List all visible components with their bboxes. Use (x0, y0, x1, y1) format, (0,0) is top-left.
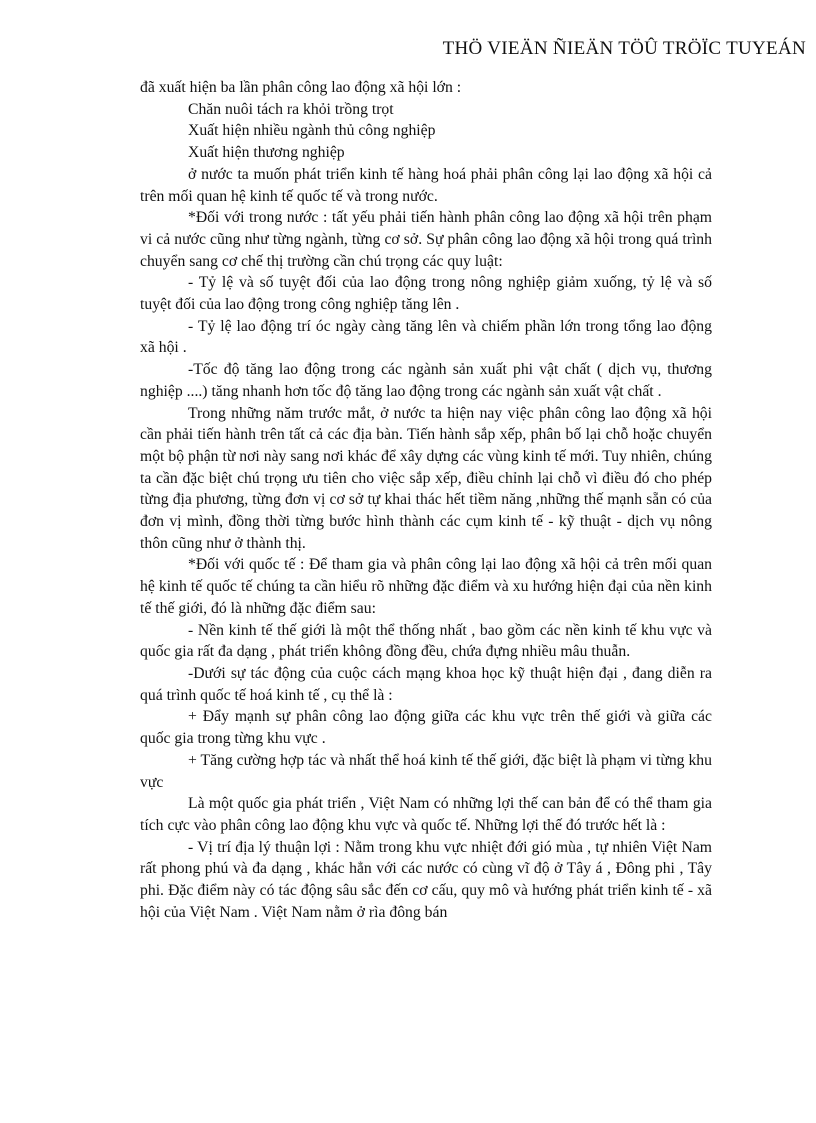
document-body (140, 77, 712, 923)
paragraph: -Tốc độ tăng lao động trong các ngành sản xuất phi vật chất ( dịch vụ, thương nghiệp ....) tăng nhanh hơn tốc độ tăng lao động trong các ngành sản xuất vật chất . (140, 361, 712, 400)
paragraph: Là một quốc gia phát triển , Việt Nam có những lợi thế can bản để có thể tham gia tích cực vào phân công lao động khu vực và quốc tế. Những lợi thế đó trước hết là : (140, 795, 712, 834)
paragraph: - Tỷ lệ và số tuyệt đối của lao động trong nông nghiệp giảm xuống, tỷ lệ và số tuyệt đối của lao động trong công nghiệp tăng lên . (140, 274, 712, 314)
paragraph: đã xuất hiện ba lần phân công lao động xã hội lớn : (140, 79, 462, 96)
page-header-title: THÖ VIEÄN ÑIEÄN TÖÛ TRÖÏC TUYEÁN (442, 38, 806, 59)
list-item: Xuất hiện nhiều ngành thủ công nghiệp (188, 122, 436, 140)
paragraph: - Tỷ lệ lao động trí óc ngày càng tăng lên và chiếm phần lớn trong tổng lao động xã hội . (140, 317, 712, 357)
paragraph: - Vị trí địa lý thuận lợi : Nằm trong khu vực nhiệt đới gió mùa , tự nhiên Việt Nam rất phong phú và đa dạng , khác hẳn với các nước có cùng vĩ độ ở Tây á , Đông phi , Tây phi. Đặc điểm này có tác động sâu sắc đến cơ cấu, quy mô và hướng phát triển kinh tế - xã hội của Việt Nam . Việt Nam nằm ở rìa đông bán (140, 838, 712, 921)
paragraph: -Dưới sự tác động của cuộc cách mạng khoa học kỹ thuật hiện đại , đang diễn ra quá trình quốc tế hoá kinh tế , cụ thể là : (140, 664, 712, 704)
paragraph: + Đẩy mạnh sự phân công lao động giữa các khu vực trên thế giới và giữa các quốc gia trong từng khu vực . (140, 708, 712, 748)
list-item: Xuất hiện thương nghiệp (188, 144, 345, 162)
paragraph: ở nước ta muốn phát triển kinh tế hàng hoá phải phân công lại lao động xã hội cả trên mối quan hệ kinh tế quốc tế và trong nước. (140, 165, 712, 205)
paragraph: - Nền kinh tế thế giới là một thể thống nhất , bao gồm các nền kinh tế khu vực và quốc gia rất đa dạng , phát triển không đồng đều, chứa đựng nhiều mâu thuẫn. (140, 621, 712, 661)
list-item: Chăn nuôi tách ra khỏi trồng trọt (188, 100, 394, 118)
paragraph: + Tăng cường hợp tác và nhất thể hoá kinh tế thế giới, đặc biệt là phạm vi từng khu vực (140, 751, 712, 791)
paragraph: *Đối với quốc tế : Để tham gia và phân công lại lao động xã hội cả trên mối quan hệ kinh tế quốc tế chúng ta cần hiểu rõ những đặc điểm và xu hướng hiện đại của nền kinh tế thế giới, đó là những đặc điểm sau: (140, 556, 712, 617)
paragraph: *Đối với trong nước : tất yếu phải tiến hành phân công lao động xã hội trên phạm vi cả nước cũng như từng ngành, từng cơ sở. Sự phân công lao động xã hội trong quá trình chuyển sang cơ chế thị trường cần chú trọng các quy luật: (140, 209, 712, 270)
paragraph: Trong những năm trước mắt, ở nước ta hiện nay việc phân công lao động xã hội cần phải tiến hành trên tất cả các địa bàn. Tiến hành sắp xếp, phân bố lại chỗ hoặc chuyển một bộ phận từ nơi này sang nơi khác để xây dựng các vùng kinh tế mới. Tuy nhiên, chúng ta cần đặc biệt chú trọng ưu tiên cho việc sắp xếp, điều chỉnh lại chỗ vì điều đó cho phép từng địa phương, từng đơn vị cơ sở tự khai thác hết tiềm năng ,những thế mạnh sẵn có của đơn vị mình, đồng thời từng bước hình thành các cụm kinh tế - kỹ thuật - dịch vụ nông thôn cũng như ở thành thị. (140, 404, 712, 552)
